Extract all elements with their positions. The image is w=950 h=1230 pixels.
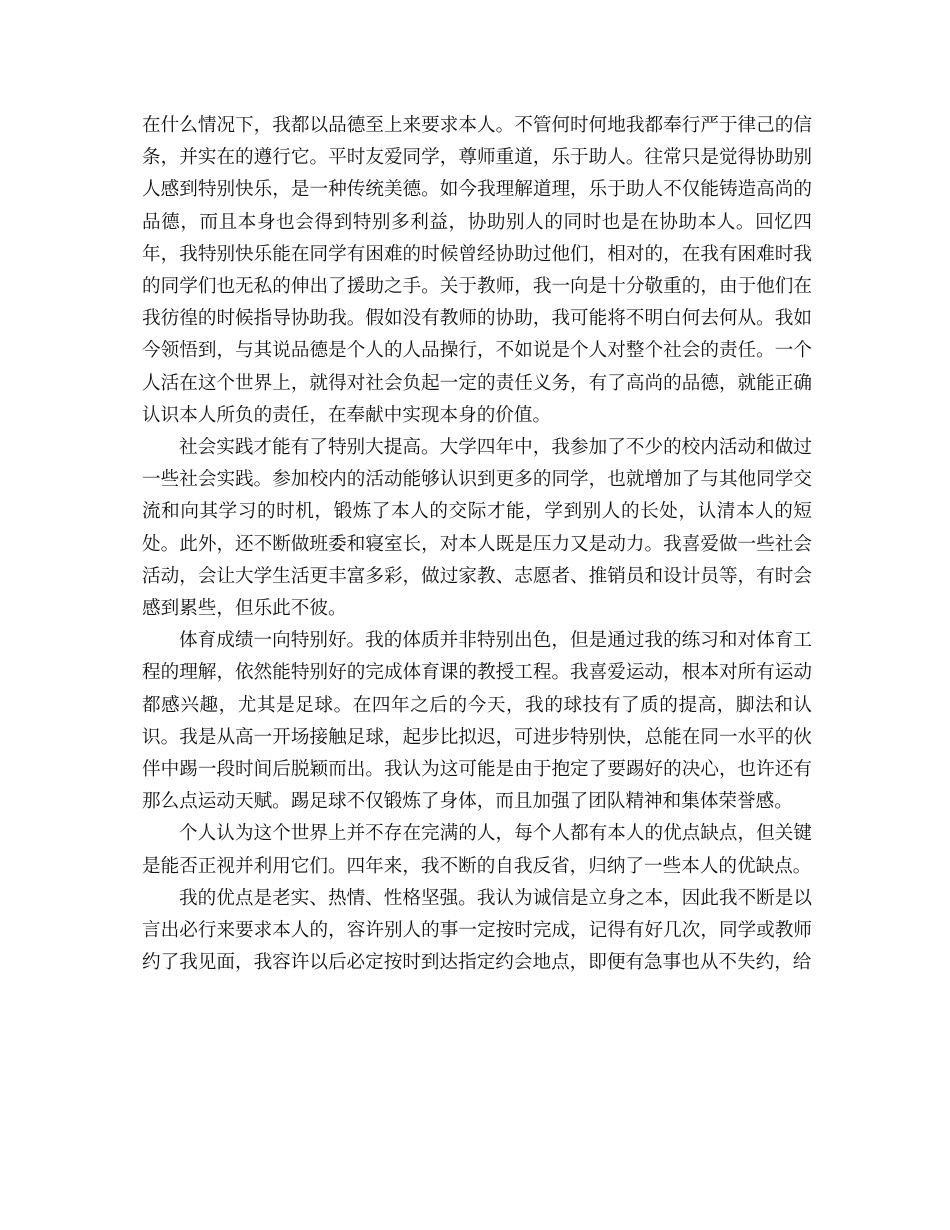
paragraph-5: 我的优点是老实、热情、性格坚强。我认为诚信是立身之本，因此我不断是以言出必行来要求本人的，容许别人的事一定按时完成，记得有好几次，同学或教师约了我见面，我容许以后必定按时到达指定约会地点，即便有急事也从不失约，给 [142, 887, 812, 974]
paragraph-4: 个人认为这个世界上并不存在完满的人，每个人都有本人的优点缺点，但关键是能否正视并利用它们。四年来，我不断的自我反省，归纳了一些本人的优缺点。 [142, 823, 812, 877]
paragraph-1: 在什么情况下，我都以品德至上来要求本人。不管何时何地我都奉行严于律己的信条，并实在的遵行它。平时友爱同学，尊师重道，乐于助人。往常只是觉得协助别人感到特别快乐，是一种传统美德。如今我理解道理，乐于助人不仅能铸造高尚的品德，而且本身也会得到特别多利益，协助别人的同时也是在协助本人。回忆四年，我特别快乐能在同学有困难的时候曾经协助过他们，相对的，在我有困难时我的同学们也无私的伸出了援助之手。关于教师，我一向是十分敬重的，由于他们在我彷徨的时候指导协助我。假如没有教师的协助，我可能将不明白何去何从。我如今领悟到，与其说品德是个人的人品操行，不如说是个人对整个社会的责任。一个人活在这个世界上，就得对社会负起一定的责任义务，有了高尚的品德，就能正确认识本人所负的责任，在奉献中实现本身的价值。 [142, 115, 812, 426]
paragraph-2: 社会实践才能有了特别大提高。大学四年中，我参加了不少的校内活动和做过一些社会实践。参加校内的活动能够认识到更多的同学，也就增加了与其他同学交流和向其学习的时机，锻炼了本人的交际才能，学到别人的长处，认清本人的短处。此外，还不断做班委和寝室长，对本人既是压力又是动力。我喜爱做一些社会活动，会让大学生活更丰富多彩，做过家教、志愿者、推销员和设计员等，有时会感到累些，但乐此不彼。 [142, 437, 812, 620]
document-body [142, 110, 812, 979]
paragraph-3: 体育成绩一向特别好。我的体质并非特别出色，但是通过我的练习和对体育工程的理解，依然能特别好的完成体育课的教授工程。我喜爱运动，根本对所有运动都感兴趣，尤其是足球。在四年之后的今天，我的球技有了质的提高，脚法和认识。我是从高一开场接触足球，起步比拟迟，可进步特别快，总能在同一水平的伙伴中踢一段时间后脱颖而出。我认为这可能是由于抱定了要踢好的决心，也许还有那么点运动天赋。踢足球不仅锻炼了身体，而且加强了团队精神和集体荣誉感。 [142, 630, 812, 813]
